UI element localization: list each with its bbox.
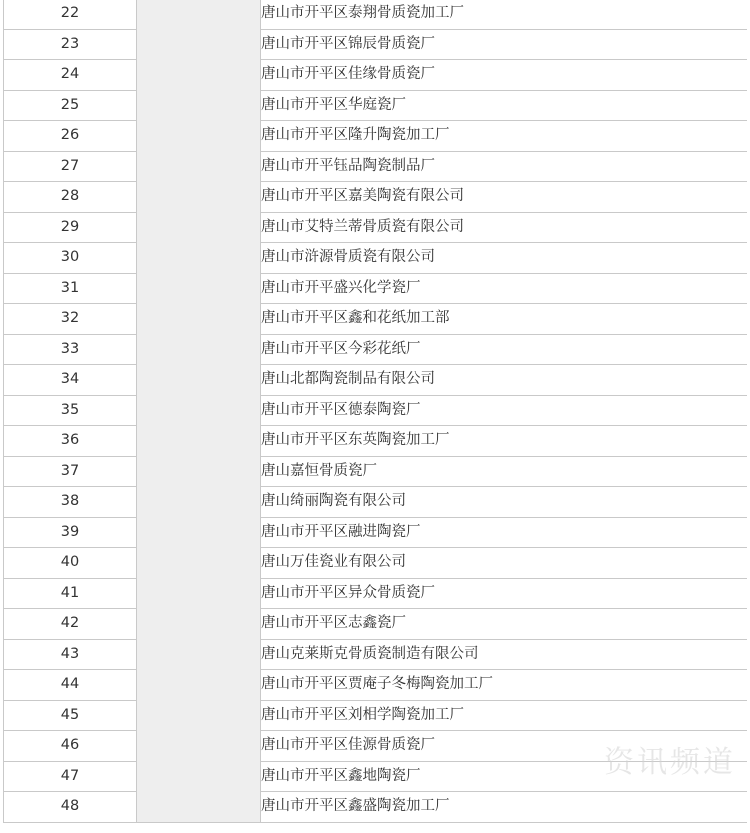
company-name-cell: 唐山市开平区佳缘骨质瓷厂	[261, 60, 748, 91]
row-number-cell: 35	[4, 395, 137, 426]
row-number-cell: 46	[4, 731, 137, 762]
row-number-cell: 25	[4, 90, 137, 121]
table-row	[4, 182, 748, 213]
company-name-cell: 唐山市开平区隆升陶瓷加工厂	[261, 121, 748, 152]
company-name-cell: 唐山市开平区鑫和花纸加工部	[261, 304, 748, 335]
company-name-cell: 唐山市艾特兰蒂骨质瓷有限公司	[261, 212, 748, 243]
company-name-cell: 唐山市开平区异众骨质瓷厂	[261, 578, 748, 609]
table-row	[4, 487, 748, 518]
company-name-cell: 唐山市开平区东英陶瓷加工厂	[261, 426, 748, 457]
table-row	[4, 456, 748, 487]
company-name-cell: 唐山市开平区贾庵子冬梅陶瓷加工厂	[261, 670, 748, 701]
row-number-cell: 42	[4, 609, 137, 640]
company-name-cell: 唐山市开平区鑫盛陶瓷加工厂	[261, 792, 748, 823]
company-list-table-container	[3, 0, 747, 833]
company-name-cell: 唐山市开平区今彩花纸厂	[261, 334, 748, 365]
table-row	[4, 334, 748, 365]
table-row	[4, 426, 748, 457]
table-row	[4, 121, 748, 152]
company-name-cell: 唐山市开平区德泰陶瓷厂	[261, 395, 748, 426]
row-number-cell: 24	[4, 60, 137, 91]
row-number-cell: 47	[4, 761, 137, 792]
table-row	[4, 212, 748, 243]
table-row	[4, 670, 748, 701]
company-name-cell: 唐山市开平区泰翔骨质瓷加工厂	[261, 0, 748, 29]
row-number-cell: 38	[4, 487, 137, 518]
company-name-cell: 唐山市开平区嘉美陶瓷有限公司	[261, 182, 748, 213]
company-name-cell: 唐山绮丽陶瓷有限公司	[261, 487, 748, 518]
company-name-cell: 唐山市开平钰品陶瓷制品厂	[261, 151, 748, 182]
row-number-cell: 23	[4, 29, 137, 60]
company-name-cell: 唐山克莱斯克骨质瓷制造有限公司	[261, 639, 748, 670]
row-number-cell: 34	[4, 365, 137, 396]
company-list-table	[3, 0, 747, 823]
row-number-cell: 22	[4, 0, 137, 29]
row-number-cell: 48	[4, 792, 137, 823]
row-number-cell: 36	[4, 426, 137, 457]
company-name-cell: 唐山市开平区融进陶瓷厂	[261, 517, 748, 548]
row-number-cell: 33	[4, 334, 137, 365]
table-row	[4, 761, 748, 792]
table-row	[4, 578, 748, 609]
row-number-cell: 29	[4, 212, 137, 243]
table-row	[4, 517, 748, 548]
row-number-cell: 40	[4, 548, 137, 579]
table-row	[4, 60, 748, 91]
table-row	[4, 90, 748, 121]
row-number-cell: 45	[4, 700, 137, 731]
company-name-cell: 唐山市开平区锦辰骨质瓷厂	[261, 29, 748, 60]
company-name-cell: 唐山市浒源骨质瓷有限公司	[261, 243, 748, 274]
company-name-cell: 唐山市开平区佳源骨质瓷厂	[261, 731, 748, 762]
row-number-cell: 39	[4, 517, 137, 548]
table-row	[4, 243, 748, 274]
company-name-cell: 唐山市开平盛兴化学瓷厂	[261, 273, 748, 304]
row-number-cell: 43	[4, 639, 137, 670]
company-name-cell: 唐山市开平区华庭瓷厂	[261, 90, 748, 121]
company-name-cell: 唐山嘉恒骨质瓷厂	[261, 456, 748, 487]
row-number-cell: 32	[4, 304, 137, 335]
row-number-cell: 28	[4, 182, 137, 213]
row-number-cell: 37	[4, 456, 137, 487]
table-row	[4, 639, 748, 670]
table-row	[4, 304, 748, 335]
table-row	[4, 151, 748, 182]
row-number-cell: 44	[4, 670, 137, 701]
row-number-cell: 31	[4, 273, 137, 304]
table-row	[4, 548, 748, 579]
company-name-cell: 唐山市开平区刘相学陶瓷加工厂	[261, 700, 748, 731]
watermark-text: 资讯频道	[604, 745, 736, 780]
table-row	[4, 609, 748, 640]
table-row	[4, 700, 748, 731]
table-row	[4, 365, 748, 396]
company-name-cell: 唐山市开平区鑫地陶瓷厂	[261, 761, 748, 792]
table-row	[4, 731, 748, 762]
row-number-cell: 27	[4, 151, 137, 182]
row-number-cell: 41	[4, 578, 137, 609]
merged-region-cell	[137, 0, 261, 822]
table-row	[4, 395, 748, 426]
table-row	[4, 0, 748, 29]
row-number-cell: 26	[4, 121, 137, 152]
table-row	[4, 29, 748, 60]
company-name-cell: 唐山市开平区志鑫瓷厂	[261, 609, 748, 640]
table-row	[4, 792, 748, 823]
company-name-cell: 唐山北都陶瓷制品有限公司	[261, 365, 748, 396]
table-row	[4, 273, 748, 304]
company-name-cell: 唐山万佳瓷业有限公司	[261, 548, 748, 579]
row-number-cell: 30	[4, 243, 137, 274]
